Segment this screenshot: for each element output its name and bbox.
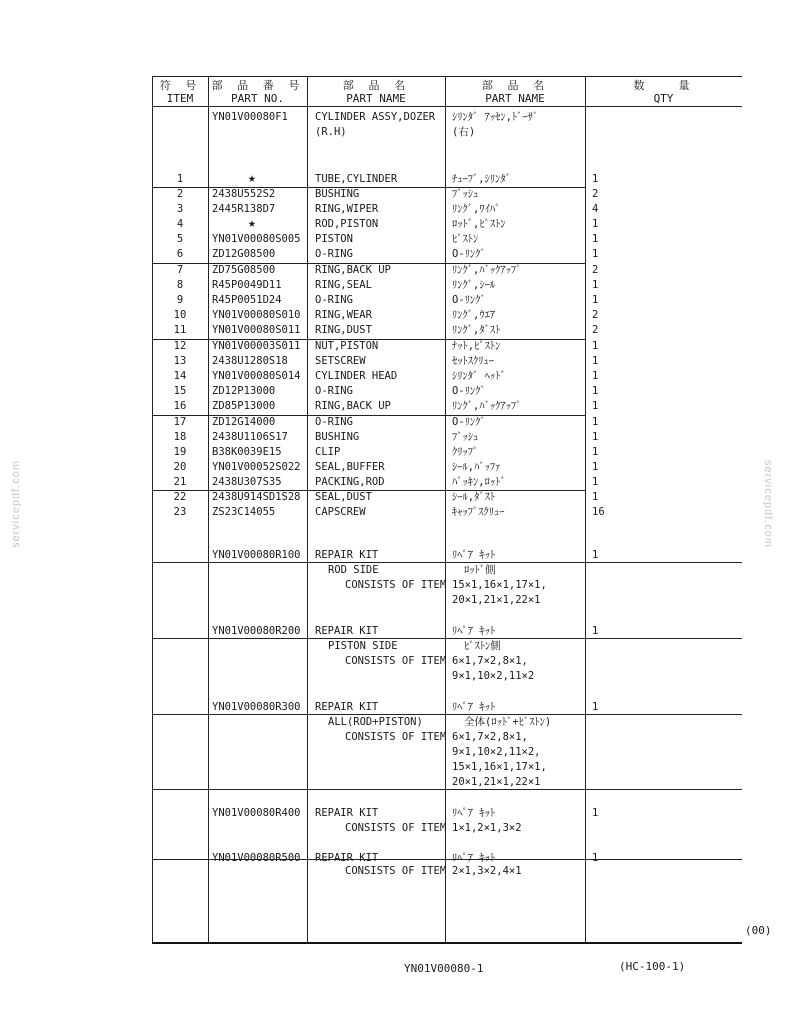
row-20-qty: 1 [592, 461, 599, 473]
row-9-item: 9 [176, 294, 184, 306]
watermark-right: servicepdf.com [762, 460, 774, 548]
row-7-qty: 2 [592, 264, 599, 276]
kit-1-side: ROD SIDE [328, 564, 379, 576]
col-line-partno [307, 76, 308, 944]
kit-3-jp: ﾘﾍﾟｱ ｷｯﾄ [452, 701, 496, 713]
col-line-item [208, 76, 209, 944]
kit-2-part-no: YN01V00080R200 [212, 625, 301, 637]
row-3-item: 3 [176, 203, 184, 215]
kit-4-items-line1: 1×1,2×1,3×2 [452, 822, 522, 834]
row-11-item: 11 [173, 324, 187, 336]
header-name-en: PART NAME [346, 92, 406, 105]
kit-rule-4 [152, 789, 742, 790]
kit-4-name: REPAIR KIT [315, 807, 379, 819]
col-line-name [445, 76, 446, 944]
kit-2-consists: CONSISTS OF ITEM [345, 655, 447, 667]
row-8-qty: 1 [592, 279, 599, 291]
row-15-name: O-RING [315, 385, 353, 397]
row-11-part-no: YN01V00080S011 [212, 324, 301, 336]
header-name2-en: PART NAME [485, 92, 545, 105]
row-18-part-no: 2438U1106S17 [212, 431, 288, 443]
header-name2 [445, 79, 585, 105]
row-1-qty: 1 [592, 173, 599, 185]
row-1-name: TUBE,CYLINDER [315, 173, 398, 185]
kit-3-items-line4: 20×1,21×1,22×1 [452, 776, 541, 788]
row-5-part-no: YN01V00080S005 [212, 233, 301, 245]
kit-3-part-no: YN01V00080R300 [212, 701, 301, 713]
row-2-qty: 2 [592, 188, 599, 200]
row-10-item: 10 [173, 309, 187, 321]
row-11-jp: ﾘﾝｸﾞ,ﾀﾞｽﾄ [452, 324, 501, 336]
row-23-name: CAPSCREW [315, 506, 366, 518]
row-4-qty: 1 [592, 218, 599, 230]
row-1-part-no: ★ [248, 171, 256, 186]
row-9-part-no: R45P0051D24 [212, 294, 282, 306]
header-partno-jp: 部 品 番 号 [211, 79, 304, 92]
row-6-qty: 1 [592, 248, 599, 260]
kit-3-items-line3: 15×1,16×1,17×1, [452, 761, 547, 773]
row-10-part-no: YN01V00080S010 [212, 309, 301, 321]
kit-1-part-no: YN01V00080R100 [212, 549, 301, 561]
header-item-en: ITEM [166, 92, 194, 105]
kit-1-items-line1: 15×1,16×1,17×1, [452, 579, 547, 591]
kit-2-side-jp: ﾋﾟｽﾄﾝ側 [464, 640, 501, 652]
header-name2-jp: 部 品 名 [481, 79, 549, 92]
row-22-qty: 1 [592, 491, 599, 503]
row-8-jp: ﾘﾝｸﾞ,ｼｰﾙ [452, 279, 496, 291]
row-21-qty: 1 [592, 476, 599, 488]
kit-1-consists: CONSISTS OF ITEM [345, 579, 447, 591]
revision-mark: (00) [745, 924, 772, 937]
row-14-part-no: YN01V00080S014 [212, 370, 301, 382]
row-9-name: O-RING [315, 294, 353, 306]
kit-4-consists: CONSISTS OF ITEM [345, 822, 447, 834]
row-21-name: PACKING,ROD [315, 476, 385, 488]
row-13-name: SETSCREW [315, 355, 366, 367]
row-2-name: BUSHING [315, 188, 360, 200]
kit-1-jp: ﾘﾍﾟｱ ｷｯﾄ [452, 549, 496, 561]
row-21-jp: ﾊﾟｯｷﾝ,ﾛｯﾄﾞ [452, 476, 506, 488]
row-19-name: CLIP [315, 446, 341, 458]
row-15-part-no: ZD12P13000 [212, 385, 276, 397]
parts-list-sheet [152, 76, 742, 944]
row-19-qty: 1 [592, 446, 599, 458]
row-10-qty: 2 [592, 309, 599, 321]
row-20-item: 20 [173, 461, 187, 473]
bottom-rule [152, 942, 742, 944]
kit-2-side: PISTON SIDE [328, 640, 398, 652]
header-partno-en: PART NO. [231, 92, 284, 105]
kit-5-name: REPAIR KIT [315, 852, 379, 864]
kit-3-items-line1: 6×1,7×2,8×1, [452, 731, 528, 743]
row-15-jp: O-ﾘﾝｸﾞ [452, 385, 486, 397]
row-19-part-no: B38K0039E15 [212, 446, 282, 458]
row-18-jp: ﾌﾞｯｼｭ [452, 431, 479, 443]
row-13-jp: ｾｯﾄｽｸﾘｭｰ [452, 355, 494, 367]
row-18-name: BUSHING [315, 431, 360, 443]
row-5-name: PISTON [315, 233, 353, 245]
row-17-name: O-RING [315, 416, 353, 428]
row-7-item: 7 [176, 264, 184, 276]
header-qty-en: QTY [653, 92, 674, 105]
row-18-item: 18 [173, 431, 187, 443]
row-6-jp: O-ﾘﾝｸﾞ [452, 248, 486, 260]
kit-1-name: REPAIR KIT [315, 549, 379, 561]
row-7-jp: ﾘﾝｸﾞ,ﾊﾞｯｸｱｯﾌﾟ [452, 264, 522, 276]
row-23-jp: ｷｬｯﾌﾟｽｸﾘｭｰ [452, 506, 505, 518]
kit-3-consists: CONSISTS OF ITEM [345, 731, 447, 743]
row-8-item: 8 [176, 279, 184, 291]
kit-2-name: REPAIR KIT [315, 625, 379, 637]
header-rule [152, 106, 742, 107]
row-12-qty: 1 [592, 340, 599, 352]
row-2-item: 2 [176, 188, 184, 200]
header-name [307, 79, 445, 105]
row-9-qty: 1 [592, 294, 599, 306]
row-14-name: CYLINDER HEAD [315, 370, 398, 382]
kit-3-items-line2: 9×1,10×2,11×2, [452, 746, 541, 758]
row-13-part-no: 2438U1280S18 [212, 355, 288, 367]
row-23-part-no: ZS23C14055 [212, 506, 276, 518]
row-7-name: RING,BACK UP [315, 264, 391, 276]
row-22-jp: ｼｰﾙ,ﾀﾞｽﾄ [452, 491, 496, 503]
kit-2-jp: ﾘﾍﾟｱ ｷｯﾄ [452, 625, 496, 637]
row-5-item: 5 [176, 233, 184, 245]
row-11-qty: 2 [592, 324, 599, 336]
assembly-name-line2: (R.H) [315, 126, 347, 138]
row-20-name: SEAL,BUFFER [315, 461, 385, 473]
header-name-jp: 部 品 名 [342, 79, 410, 92]
row-6-item: 6 [176, 248, 184, 260]
row-10-jp: ﾘﾝｸﾞ,ｳｴｱ [452, 309, 496, 321]
watermark-left: servicepdf.com [10, 460, 22, 548]
kit-3-side: ALL(ROD+PISTON) [328, 716, 423, 728]
row-12-item: 12 [173, 340, 187, 352]
row-14-item: 14 [173, 370, 187, 382]
kit-2-qty: 1 [592, 625, 599, 637]
kit-2-items-line2: 9×1,10×2,11×2 [452, 670, 535, 682]
header-item-jp: 符 号 [159, 79, 201, 92]
kit-5-items-line1: 2×1,3×2,4×1 [452, 865, 522, 877]
header-partno [208, 79, 307, 105]
row-22-part-no: 2438U914SD1S28 [212, 491, 301, 503]
row-12-name: NUT,PISTON [315, 340, 379, 352]
row-20-jp: ｼｰﾙ,ﾊﾞｯﾌｧ [452, 461, 501, 473]
row-6-name: O-RING [315, 248, 353, 260]
kit-3-qty: 1 [592, 701, 599, 713]
row-4-part-no: ★ [248, 216, 256, 231]
row-16-item: 16 [173, 400, 187, 412]
row-5-jp: ﾋﾟｽﾄﾝ [452, 233, 479, 245]
document-number: YN01V00080-1 [404, 962, 484, 975]
kit-5-part-no: YN01V00080R500 [212, 852, 301, 864]
row-1-item: 1 [176, 173, 184, 185]
row-2-jp: ﾌﾞｯｼｭ [452, 188, 479, 200]
row-13-item: 13 [173, 355, 187, 367]
row-14-qty: 1 [592, 370, 599, 382]
kit-4-part-no: YN01V00080R400 [212, 807, 301, 819]
row-5-qty: 1 [592, 233, 599, 245]
row-21-part-no: 2438U307S35 [212, 476, 282, 488]
row-19-jp: ｸﾘｯﾌﾟ [452, 446, 479, 458]
row-1-jp: ﾁｭｰﾌﾞ,ｼﾘﾝﾀﾞ [452, 173, 511, 185]
page-reference: (HC-100-1) [619, 960, 686, 973]
row-12-jp: ﾅｯﾄ,ﾋﾟｽﾄﾝ [452, 340, 501, 352]
row-15-qty: 1 [592, 385, 599, 397]
row-17-qty: 1 [592, 416, 599, 428]
assembly-jp-line2: (右) [452, 126, 476, 138]
row-22-item: 22 [173, 491, 187, 503]
kit-3-side-jp: 全体(ﾛｯﾄﾞ+ﾋﾟｽﾄﾝ) [464, 716, 552, 728]
row-12-part-no: YN01V00003S011 [212, 340, 301, 352]
assembly-part-no: YN01V00080F1 [212, 111, 288, 123]
row-4-item: 4 [176, 218, 184, 230]
row-19-item: 19 [173, 446, 187, 458]
row-8-part-no: R45P0049D11 [212, 279, 282, 291]
row-4-name: ROD,PISTON [315, 218, 379, 230]
row-22-name: SEAL,DUST [315, 491, 372, 503]
header-item [152, 79, 208, 105]
row-23-qty: 16 [592, 506, 605, 518]
row-3-qty: 4 [592, 203, 599, 215]
kit-4-qty: 1 [592, 807, 599, 819]
kit-1-qty: 1 [592, 549, 599, 561]
row-23-item: 23 [173, 506, 187, 518]
kit-1-items-line2: 20×1,21×1,22×1 [452, 594, 541, 606]
kit-1-side-jp: ﾛｯﾄﾞ側 [464, 564, 496, 576]
row-21-item: 21 [173, 476, 187, 488]
row-20-part-no: YN01V00052S022 [212, 461, 301, 473]
kit-5-qty: 1 [592, 852, 599, 864]
row-17-item: 17 [173, 416, 187, 428]
kit-2-items-line1: 6×1,7×2,8×1, [452, 655, 528, 667]
col-line-jp [585, 76, 586, 944]
kit-5-consists: CONSISTS OF ITEM [345, 865, 447, 877]
row-9-jp: O-ﾘﾝｸﾞ [452, 294, 486, 306]
row-2-part-no: 2438U552S2 [212, 188, 276, 200]
row-18-qty: 1 [592, 431, 599, 443]
row-11-name: RING,DUST [315, 324, 372, 336]
kit-5-jp: ﾘﾍﾟｱ ｷｯﾄ [452, 852, 496, 864]
kit-3-name: REPAIR KIT [315, 701, 379, 713]
header-qty [585, 79, 742, 105]
row-17-part-no: ZD12G14000 [212, 416, 276, 428]
row-16-name: RING,BACK UP [315, 400, 391, 412]
row-3-part-no: 2445R138D7 [212, 203, 276, 215]
row-6-part-no: ZD12G08500 [212, 248, 276, 260]
row-8-name: RING,SEAL [315, 279, 372, 291]
row-17-jp: O-ﾘﾝｸﾞ [452, 416, 486, 428]
row-14-jp: ｼﾘﾝﾀﾞ ﾍｯﾄﾞ [452, 370, 506, 382]
top-rule [152, 76, 742, 77]
row-7-part-no: ZD75G08500 [212, 264, 276, 276]
row-10-name: RING,WEAR [315, 309, 372, 321]
row-3-jp: ﾘﾝｸﾞ,ﾜｲﾊﾟ [452, 203, 501, 215]
row-3-name: RING,WIPER [315, 203, 379, 215]
row-16-jp: ﾘﾝｸﾞ,ﾊﾞｯｸｱｯﾌﾟ [452, 400, 522, 412]
row-16-part-no: ZD85P13000 [212, 400, 276, 412]
row-13-qty: 1 [592, 355, 599, 367]
row-4-jp: ﾛｯﾄﾞ,ﾋﾟｽﾄﾝ [452, 218, 506, 230]
assembly-name-line1: CYLINDER ASSY,DOZER [315, 111, 436, 123]
row-15-item: 15 [173, 385, 187, 397]
row-16-qty: 1 [592, 400, 599, 412]
kit-4-jp: ﾘﾍﾟｱ ｷｯﾄ [452, 807, 496, 819]
assembly-jp-line1: ｼﾘﾝﾀﾞ ｱｯｾﾝ,ﾄﾞｰｻﾞ [452, 111, 539, 123]
header-qty-jp: 数 量 [633, 79, 694, 92]
